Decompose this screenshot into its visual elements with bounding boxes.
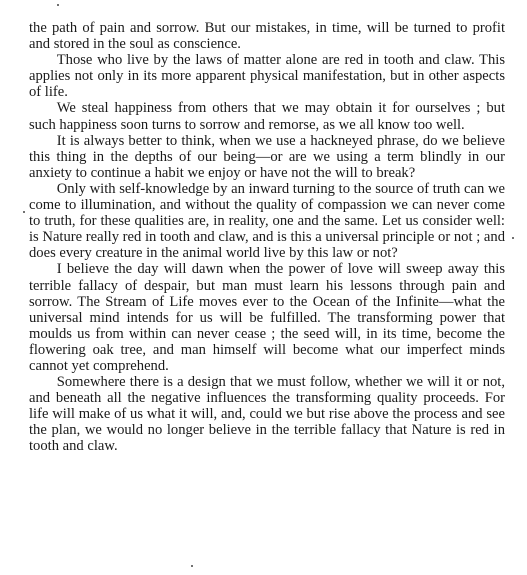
paragraph-2: Those who live by the laws of matter alone are red in tooth and claw. This applies not only in its more apparent physical manifestation, but in other aspects of life.	[29, 52, 505, 101]
print-speck-bottom	[191, 565, 193, 567]
paragraph-5: Only with self-knowledge by an inward turning to the source of truth can we come to illumination, and without the quality of compassion we can never come to truth, for these qualities are, in reality, one and the same. Let us consider well: is Nature really red in tooth and claw, and is this a universal principle or not ; and does every creature in the animal world live by this law or not?	[29, 180, 505, 262]
print-speck-left	[23, 211, 25, 213]
paragraph-1: the path of pain and sorrow. But our mistakes, in time, will be turned to profit and stored in the soul as conscience.	[29, 20, 505, 53]
print-speck-right	[512, 237, 514, 239]
paragraph-7: Somewhere there is a design that we must follow, whether we will it or not, and beneath all the negative influences the transforming quality proceeds. For life will make of us what it will, and, could we but rise above the process and see the plan, we would no longer believe in the terrible fallacy that Nature is red in tooth and claw.	[29, 374, 505, 455]
print-speck-top	[57, 4, 59, 6]
paragraph-3: We steal happiness from others that we may obtain it for ourselves ; but such happiness soon turns to sorrow and remorse, as we all know too well.	[29, 100, 505, 133]
paragraph-4: It is always better to think, when we use a hackneyed phrase, do we believe this thing in the depths of our being—or are we using a term blindly in our anxiety to continue a habit we enjoy or have not the will to break?	[29, 132, 505, 181]
document-page	[29, 20, 505, 455]
paragraph-6: I believe the day will dawn when the power of love will sweep away this terrible fallacy of despair, but man must learn his lessons through pain and sorrow. The Stream of Life moves ever to the Ocean of the Infinite—what the universal mind intends for us will be fulfilled. The transforming power that moulds us from within can never cease ; the seed will, in its time, become the flowering oak tree, and man himself will become what our imperfect minds cannot yet comprehend.	[29, 261, 505, 374]
